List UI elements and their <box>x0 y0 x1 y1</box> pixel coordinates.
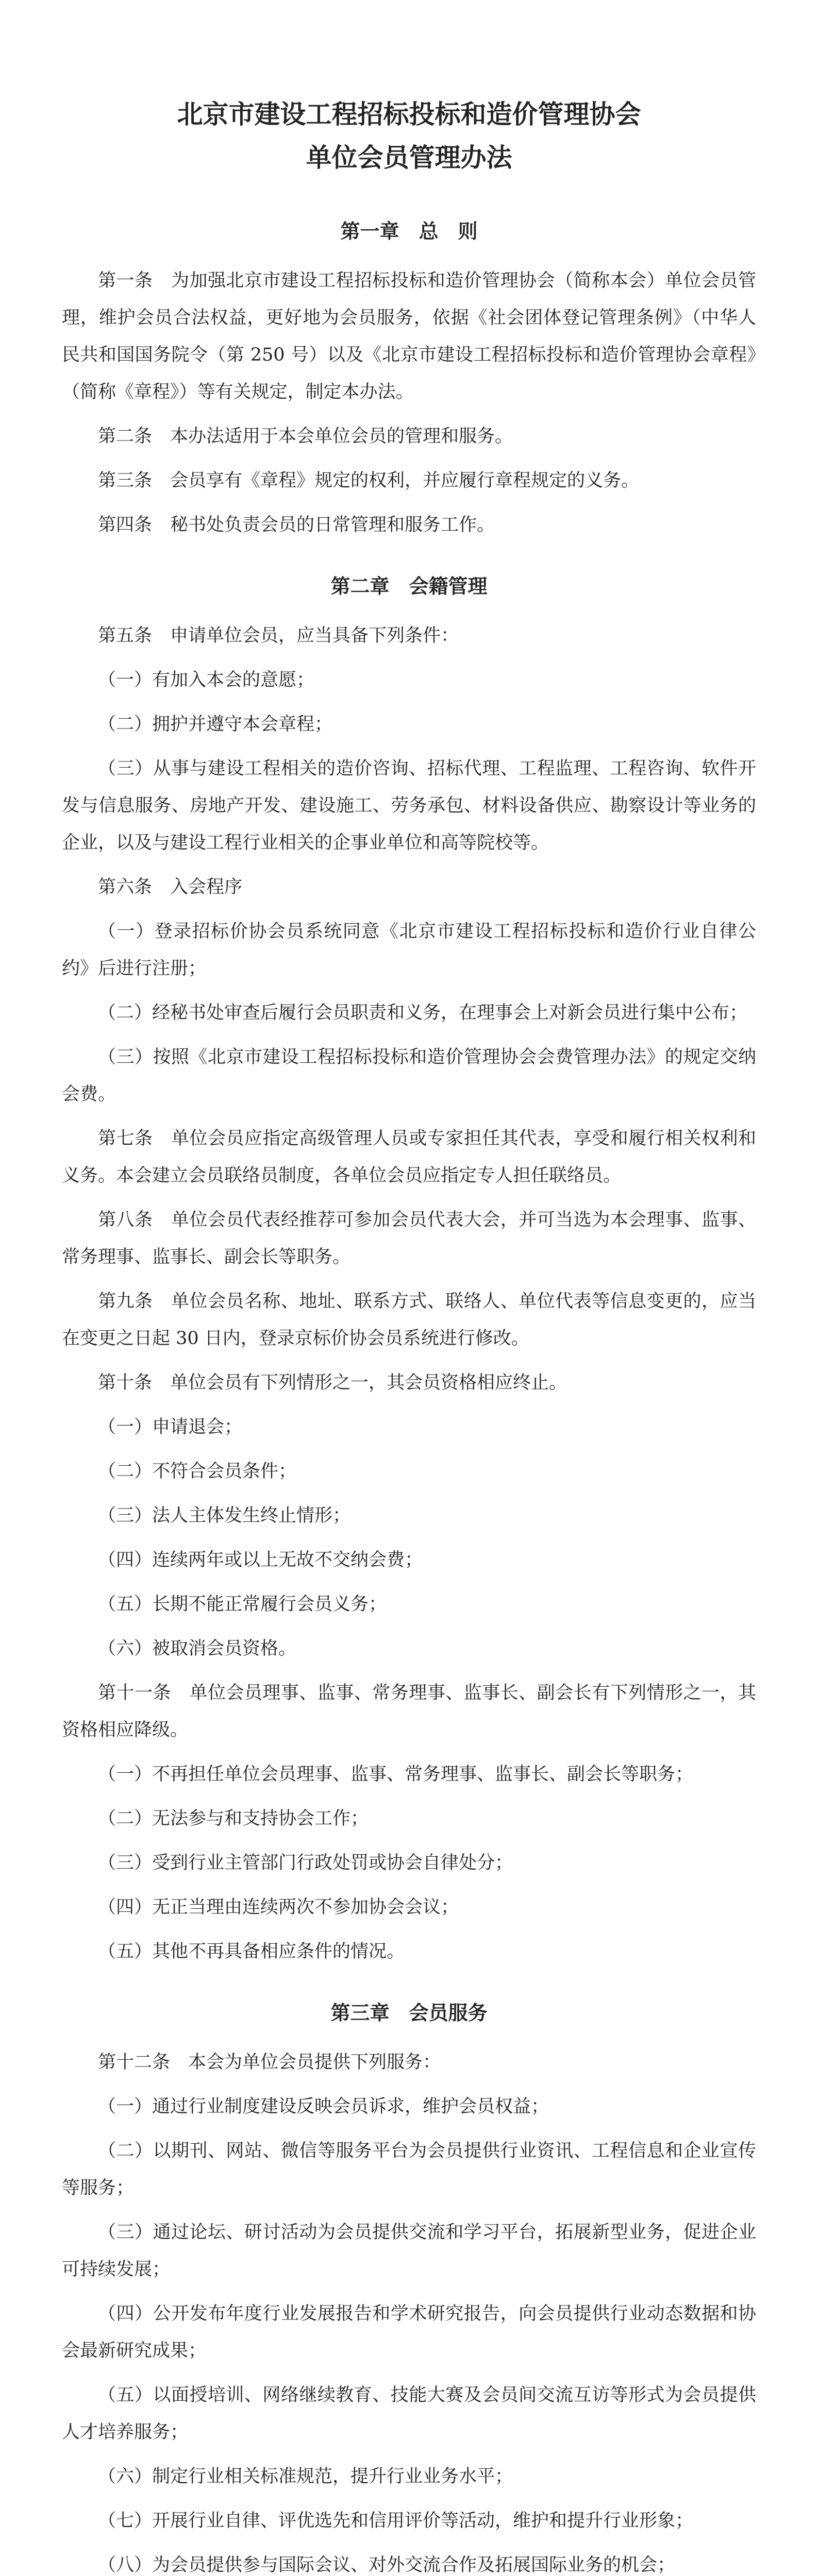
article-paragraph <box>62 869 756 906</box>
article-paragraph <box>62 1283 756 1357</box>
article-label: 第六条 <box>98 877 153 897</box>
list-item: （二）拥护并遵守本会章程； <box>98 714 333 735</box>
list-item: （五）其他不再具备相应条件的情况。 <box>98 1941 405 1962</box>
article-text: 秘书处负责会员的日常管理和服务工作。 <box>170 515 495 535</box>
list-item: （一）申请退会； <box>98 1417 243 1437</box>
article-paragraph <box>62 2044 756 2081</box>
article-label: 第十二条 <box>98 2052 171 2073</box>
article-label: 第九条 <box>98 1291 153 1312</box>
list-item: （四）公开发布年度行业发展报告和学术研究报告，向会员提供行业动态数据和协会最新研究成果； <box>62 2303 756 2361</box>
article-paragraph <box>62 418 756 455</box>
list-item: （二）经秘书处审查后履行会员职责和义务，在理事会上对新会员进行集中公布； <box>98 1003 748 1023</box>
list-item: （二）以期刊、网站、微信等服务平台为会员提供行业资讯、工程信息和企业宣传等服务； <box>62 2141 756 2198</box>
article-label: 第七条 <box>98 1128 153 1149</box>
list-item: （八）为会员提供参与国际会议、对外交流合作及拓展国际业务的机会； <box>98 2555 676 2575</box>
list-item: （二）不符合会员条件； <box>98 1461 297 1482</box>
list-item: （七）开展行业自律、评优选先和信用评价等活动，维护和提升行业形象； <box>98 2511 694 2531</box>
article-text: 会员享有《章程》规定的权利，并应履行章程规定的义务。 <box>170 470 640 491</box>
article-text: 本会为单位会员提供下列服务： <box>188 2052 441 2073</box>
article-text: 申请单位会员，应当具备下列条件： <box>170 625 459 646</box>
article-text: 入会程序 <box>170 877 243 897</box>
article-text: 单位会员有下列情形之一，其会员资格相应终止。 <box>170 1372 567 1393</box>
article-paragraph <box>62 506 756 544</box>
article-paragraph <box>62 1674 756 1749</box>
chapter-heading: 第二章 会籍管理 <box>330 575 488 598</box>
article-text: 单位会员名称、地址、联系方式、联络人、单位代表等信息变更的，应当在变更之日起 30 日内，登录京标价协会员系统进行修改。 <box>62 1291 756 1349</box>
list-item: （四）连续两年或以上无故不交纳会费； <box>98 1550 423 1570</box>
article-paragraph <box>62 1120 756 1194</box>
article-label: 第二条 <box>98 426 153 447</box>
chapter-heading: 第一章 总 则 <box>340 220 478 243</box>
list-item: （二）无法参与和支持协会工作； <box>98 1808 369 1829</box>
article-paragraph <box>62 1201 756 1276</box>
list-item: （三）法人主体发生终止情形； <box>98 1505 351 1526</box>
document-title-line1: 北京市建设工程招标投标和造价管理协会 <box>177 99 641 129</box>
list-item: （六）制定行业相关标准规范，提升行业业务水平； <box>98 2466 513 2487</box>
article-label: 第一条 <box>98 270 153 291</box>
list-item: （六）被取消会员资格。 <box>98 1638 297 1659</box>
article-label: 第五条 <box>98 625 153 646</box>
article-text: 单位会员理事、监事、常务理事、监事长、副会长有下列情形之一，其资格相应降级。 <box>62 1683 756 1740</box>
article-label: 第十一条 <box>98 1683 171 1703</box>
chapter-heading: 第三章 会员服务 <box>330 2002 488 2024</box>
list-item: （一）登录招标价协会员系统同意《北京市建设工程招标投标和造价行业自律公约》后进行注册； <box>62 921 756 979</box>
list-item: （一）通过行业制度建设反映会员诉求，维护会员权益； <box>98 2096 549 2117</box>
list-item: （一）不再担任单位会员理事、监事、常务理事、监事长、副会长等职务； <box>98 1764 694 1785</box>
list-item: （一）有加入本会的意愿； <box>98 670 315 690</box>
article-paragraph <box>62 617 756 654</box>
article-text: 单位会员代表经推荐可参加会员代表大会，并可当选为本会理事、监事、常务理事、监事长、副会长等职务。 <box>62 1210 756 1267</box>
article-paragraph <box>62 1364 756 1401</box>
article-label: 第十条 <box>98 1372 153 1393</box>
article-label: 第八条 <box>98 1210 153 1230</box>
list-item: （三）按照《北京市建设工程招标投标和造价管理协会会费管理办法》的规定交纳会费。 <box>62 1047 756 1105</box>
article-paragraph <box>62 262 756 411</box>
article-label: 第三条 <box>98 470 153 491</box>
list-item: （五）长期不能正常履行会员义务； <box>98 1594 387 1615</box>
article-text: 为加强北京市建设工程招标投标和造价管理协会（简称本会）单位会员管理，维护会员合法权益，更好地为会员服务，依据《社会团体登记管理条例》（中华人民共和国国务院令（第 250 号）以及《北京市建设工程招标投标和造价管理协会章程》（简称《章程》）等有关规定，制定本办法。 <box>62 270 756 402</box>
document-body <box>62 215 756 2576</box>
article-paragraph <box>62 462 756 499</box>
document-title-line2: 单位会员管理办法 <box>306 143 512 173</box>
list-item: （三）通过论坛、研讨活动为会员提供交流和学习平台，拓展新型业务，促进企业可持续发展； <box>62 2222 756 2280</box>
list-item: （五）以面授培训、网络继续教育、技能大赛及会员间交流互访等形式为会员提供人才培养服务； <box>62 2385 756 2443</box>
article-text: 单位会员应指定高级管理人员或专家担任其代表，享受和履行相关权利和义务。本会建立会员联络员制度，各单位会员应指定专人担任联络员。 <box>62 1128 756 1186</box>
article-text: 本办法适用于本会单位会员的管理和服务。 <box>170 426 513 447</box>
list-item: （三）受到行业主管部门行政处罚或协会自律处分； <box>98 1853 513 1873</box>
article-label: 第四条 <box>98 515 153 535</box>
list-item: （四）无正当理由连续两次不参加协会会议； <box>98 1897 459 1918</box>
list-item: （三）从事与建设工程相关的造价咨询、招标代理、工程监理、工程咨询、软件开发与信息服务、房地产开发、建设施工、劳务承包、材料设备供应、勘察设计等业务的企业，以及与建设工程行业相关的企事业单位和高等院校等。 <box>62 758 756 853</box>
